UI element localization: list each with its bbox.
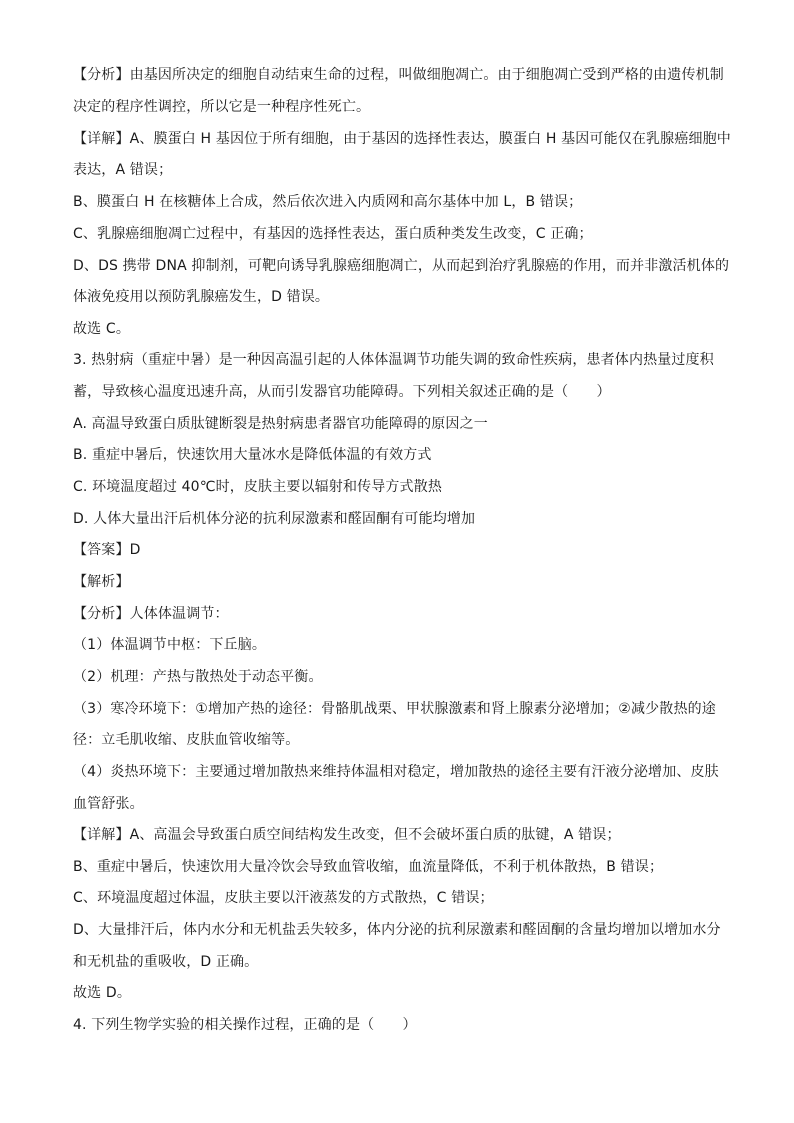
detail-option-b: B、膜蛋白 H 在核糖体上合成，然后依次进入内质网和高尔基体中加 L，B 错误； xyxy=(73,194,583,210)
answer-choice-c: 故选 C。 xyxy=(73,321,130,337)
question-3-option-a: A. 高温导致蛋白质肽键断裂是热射病患者器官功能障碍的原因之一 xyxy=(73,416,488,432)
analysis-heading: 【分析】人体体温调节： xyxy=(73,606,229,622)
detail-3-option-d-2: 和无机盐的重吸收，D 正确。 xyxy=(73,954,259,970)
analysis-point-4-1: （4）炎热环境下：主要通过增加散热来维持体温相对稳定，增加散热的途径主要有汗液分泌增加、皮肤 xyxy=(73,764,719,780)
analysis-point-1: （1）体温调节中枢：下丘脑。 xyxy=(73,637,267,653)
question-3-stem-2: 蓄，导致核心温度迅速升高，从而引发器官功能障碍。下列相关叙述正确的是（ ） xyxy=(73,384,611,400)
answer-label: 【答案】D xyxy=(73,542,141,558)
detail-line-1: 【详解】A、膜蛋白 H 基因位于所有细胞，由于基因的选择性表达，膜蛋白 H 基因可能仅在乳腺癌细胞中 xyxy=(73,131,731,147)
analysis-point-3-1: （3）寒冷环境下：①增加产热的途径：骨骼肌战栗、甲状腺激素和肾上腺素分泌增加；②减少散热的途 xyxy=(73,701,716,717)
analysis-line-2: 决定的程序性调控，所以它是一种程序性死亡。 xyxy=(73,99,371,115)
detail-option-d-2: 体液免疫用以预防乳腺癌发生，D 错误。 xyxy=(73,289,330,305)
detail-option-d-1: D、DS 携带 DNA 抑制剂，可靶向诱导乳腺癌细胞凋亡，从而起到治疗乳腺癌的作用，而并非激活机体的 xyxy=(73,258,730,274)
question-3-option-b: B. 重症中暑后，快速饮用大量冰水是降低体温的有效方式 xyxy=(73,447,432,463)
analysis-point-4-2: 血管舒张。 xyxy=(73,796,144,812)
question-4-stem: 4. 下列生物学实验的相关操作过程，正确的是（ ） xyxy=(73,1017,417,1033)
detail-line-2: 表达，A 错误； xyxy=(73,162,173,178)
question-3-stem-1: 3. 热射病（重症中暑）是一种因高温引起的人体体温调节功能失调的致命性疾病，患者体内热量过度积 xyxy=(73,352,714,368)
analysis-point-3-2: 径：立毛肌收缩、皮肤血管收缩等。 xyxy=(73,732,300,748)
question-3-option-d: D. 人体大量出汗后机体分泌的抗利尿激素和醛固酮有可能均增加 xyxy=(73,511,476,527)
detail-option-c: C、乳腺癌细胞凋亡过程中，有基因的选择性表达，蛋白质种类发生改变，C 正确； xyxy=(73,226,593,242)
detail-3-option-b: B、重症中暑后，快速饮用大量冷饮会导致血管收缩，血流量降低，不利于机体散热，B 错误； xyxy=(73,859,664,875)
detail-3-option-d-1: D、大量排汗后，体内水分和无机盐丢失较多，体内分泌的抗利尿激素和醛固酮的含量均增加以增加水分 xyxy=(73,922,721,938)
detail-3-option-c: C、环境温度超过体温，皮肤主要以汗液蒸发的方式散热，C 错误； xyxy=(73,890,494,906)
analysis-point-2: （2）机理：产热与散热处于动态平衡。 xyxy=(73,669,323,685)
analysis-line-1: 【分析】由基因所决定的细胞自动结束生命的过程，叫做细胞凋亡。由于细胞凋亡受到严格的由遗传机制 xyxy=(73,67,724,83)
explanation-label: 【解析】 xyxy=(73,574,130,590)
question-3-option-c: C. 环境温度超过 40℃时，皮肤主要以辐射和传导方式散热 xyxy=(73,479,443,495)
answer-choice-d: 故选 D。 xyxy=(73,985,131,1001)
detail-3-option-a: 【详解】A、高温会导致蛋白质空间结构发生改变，但不会破坏蛋白质的肽键，A 错误； xyxy=(73,827,621,843)
